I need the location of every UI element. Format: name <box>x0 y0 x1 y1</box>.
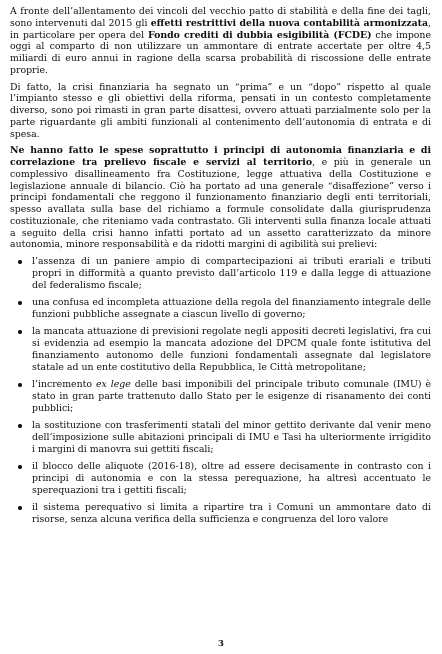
list-item: la mancata attuazione di previsioni regolate negli appositi decreti legislativi, fra cui si evidenzia ad esempio la mancata adozione del DPCM quale fonte istitutiva del finanziamento autonomo delle funzioni fondamentali assegnate dal legislatore statale ad un ente costitutivo della Repubblica, le Città metropolitane; <box>10 326 431 373</box>
p1-bold-fcde: Fondo crediti di dubbia esigibilità (FCDE) <box>147 29 372 41</box>
list-item: l’assenza di un paniere ampio di compartecipazioni ai tributi erariali e tributi propri in difformità a quanto previsto dall’articolo 119 e dalla legge di attuazione del federalismo fiscale; <box>10 256 431 291</box>
list-item: il sistema perequativo si limita a ripartire tra i Comuni un ammontare dato di risorse, senza alcuna verifica della sufficienza e congruenza del loro valore <box>10 502 431 526</box>
p1-text-d: che impone oggi al comparto di non utilizzare un ammontare di entrate accertate per oltre 4,5 miliardi di euro annui in ragione della scarsa probabilità di riscossione delle entrate proprie. <box>10 29 431 76</box>
list-item <box>10 379 431 414</box>
p1-text-a: A fronte dell’allentamento dei vincoli del vecchio patto di stabilità e della fine dei tagli, sono intervenuti dal 2015 gli <box>10 6 431 29</box>
list-item: il blocco delle aliquote (2016-18), oltre ad essere decisamente in contrasto con i principi di autonomia e con la stessa perequazione, ha altresì accentuato le sperequazioni tra i gettiti fiscali; <box>10 461 431 496</box>
p3-text-rest: , e più in generale un complessivo disallineamento fra Costituzione, legge attuativa della Costituzione e legislazione annuale di bilancio. Ciò ha portato ad una generale “disaffezione” verso i principi fondamentali che reggono il funzionamento finanziario degli enti territoriali, spesso avallata sulla base del richiamo a formule consolidate dalla giurisprudenza costituzionale, che riteniamo vada contrastato. Gli interventi sulla finanza locale attuati a seguito della crisi hanno infatti portato ad un assetto caratterizzato da minore autonomia, minore responsabilità e da ridotti margini di agibilità sui prelievi: <box>10 157 431 251</box>
list-item-text-post: delle basi imponibili del principale tributo comunale (IMU) è stato in gran parte trattenuto dallo Stato per le esigenze di risanamento dei conti pubblici; <box>32 379 431 414</box>
list-item-italic-ex-lege: ex lege <box>95 379 131 391</box>
page-number: 3 <box>218 639 224 649</box>
paragraph-2: Di fatto, la crisi finanziaria ha segnato un “prima” e un “dopo” rispetto al quale l’impianto stesso e gli obiettivi della riforma, pensati in un contesto completamente diverso, sono poi rimasti in gran parte disattesi, ovvero attuati parzialmente solo per la parte riguardante gli ambiti funzionali al contenimento dell’autonomia di entrata e di spesa. <box>10 81 431 140</box>
bullet-list <box>10 256 431 526</box>
list-item: una confusa ed incompleta attuazione della regola del finanziamento integrale delle funzioni pubbliche assegnate a ciascun livello di governo; <box>10 297 431 321</box>
list-item: la sostituzione con trasferimenti statali del minor gettito derivante dal venir meno dell’imposizione sulle abitazioni principali di IMU e Tasi ha ulteriormente irrigidito i margini di manovra sui gettiti fiscali; <box>10 420 431 455</box>
paragraph-1 <box>10 6 431 77</box>
p1-bold-contabilita: effetti restrittivi della nuova contabilità armonizzata <box>150 17 428 29</box>
list-item-text-pre: l’incremento <box>32 379 96 391</box>
p1-text-c: , in particolare per opera del <box>10 17 431 41</box>
paragraph-3 <box>10 145 431 251</box>
p3-bold-lead: Ne hanno fatto le spese soprattutto i principi di autonomia finanziaria e di correlazione tra prelievo fiscale e servizi al territorio <box>10 145 431 168</box>
